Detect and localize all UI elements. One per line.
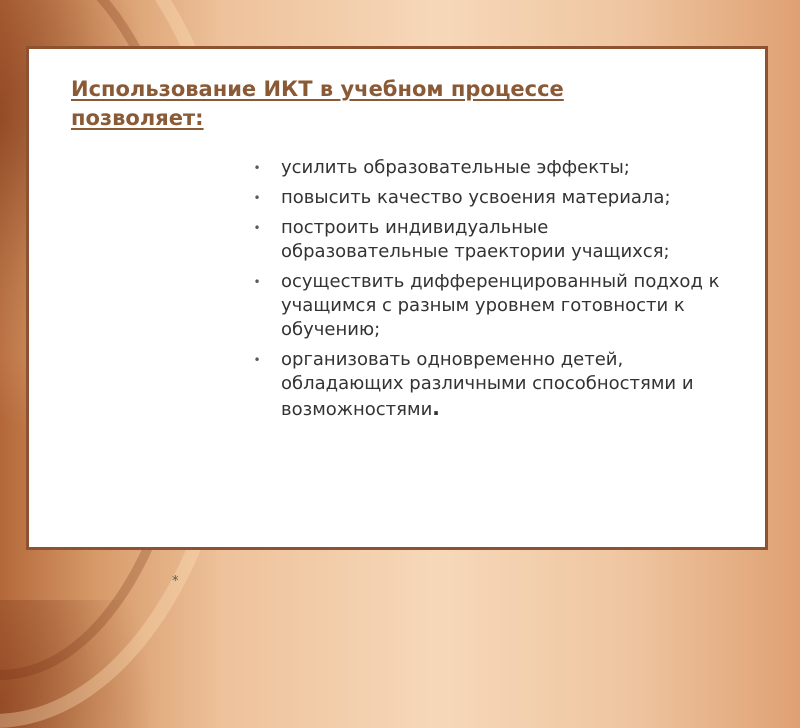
bullet-list [251, 156, 721, 428]
list-item-text: построить индивидуальные образовательные траектории учащихся; [281, 217, 670, 262]
list-item [251, 216, 721, 264]
bullet-icon: • [253, 353, 261, 367]
list-item-text: организовать одновременно детей, обладающих различными способностями и возможностями [281, 349, 694, 420]
slide-content-box [26, 46, 768, 550]
slide-footer-star: * [172, 574, 179, 589]
list-item [251, 270, 721, 342]
bullet-icon: • [253, 275, 261, 289]
slide-title: Использование ИКТ в учебном процессе позволяет: [71, 77, 564, 130]
list-item [251, 156, 721, 180]
bullet-icon: • [253, 221, 261, 235]
list-item-text: усилить образовательные эффекты; [281, 157, 630, 178]
bullet-icon: • [253, 161, 261, 175]
list-item [251, 186, 721, 210]
final-period: . [432, 396, 440, 420]
bullet-icon: • [253, 191, 261, 205]
list-item [251, 348, 721, 422]
list-item-text: повысить качество усвоения материала; [281, 187, 671, 208]
list-item-text: осуществить дифференцированный подход к учащимся с разным уровнем готовности к обучению; [281, 271, 720, 340]
